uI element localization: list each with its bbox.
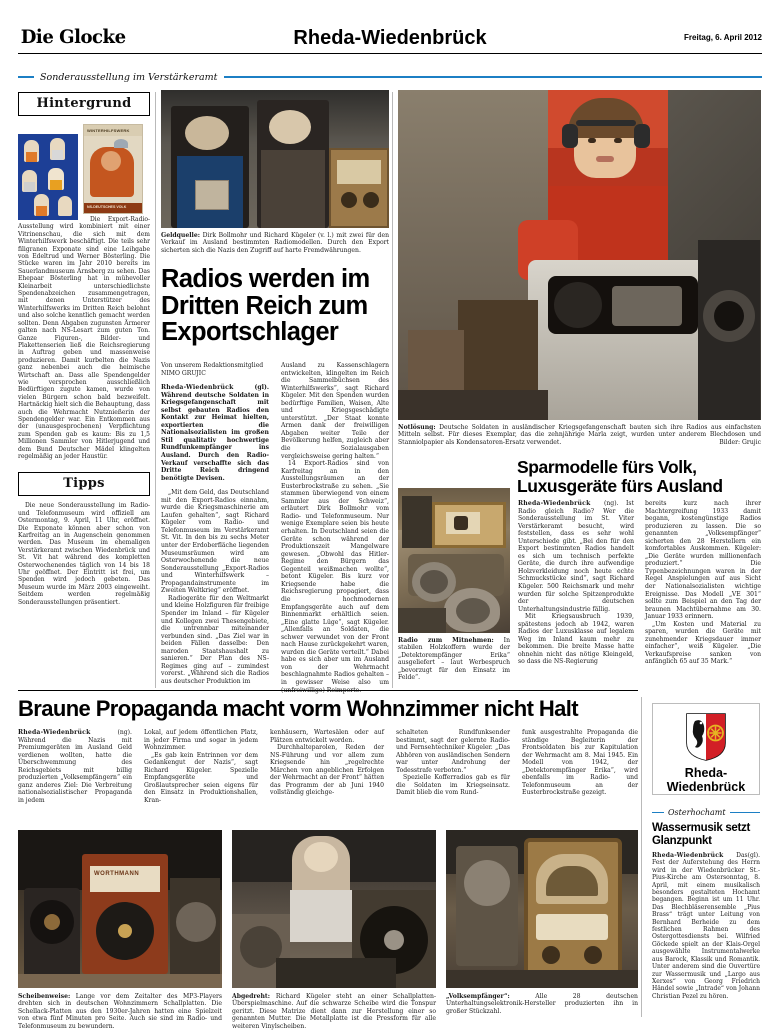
main-col1-body [161,489,269,685]
city-crest-line1: Rheda- [684,766,728,780]
main-lead-sign: (gl). [254,384,269,392]
kicker-dash [18,76,34,78]
photo-notloesung [398,90,761,420]
right-lead-place: Rheda-Wiedenbrück [518,500,591,507]
right-col2-body [645,500,761,666]
caption-radio-zum-mitnehmen [398,637,510,681]
bottom-c4-p1: schalteten Rundfunksender bestimmt, sagt der gelernte Radio- und Fernsehtechniker Kügeler. „Das Abhören von ausländischen Sendern war unter Androhung der Todesstrafe verboten.“ [396,729,510,774]
main-lead-text: Während deutsche Soldaten in Kriegsgefangenschaft mit selbst gebauten Radios den Kontakt zur Heimat hielten, exportierten die Nationalsozialisten im großen Stil qualitativ hochwertige Rundfunkempfänger ins Ausland. Durch den Radio-Verkauf verschaffte sich das Dritte Reich dringend benötigte Devisen. [161,391,269,482]
right-headline: Sparmodelle fürs Volk, Luxusgeräte fürs Ausland [517,457,723,496]
bottom-c5-p1: funk ausgestrahlte Propaganda die ständige Begleiterin der Frontsoldaten bis zur Kapitulation der Wehrmacht am 8. Mai 1945. Ein Modell von 1942, der „Detektorempfänger Erika“, wird ebenfalls im Radio- und Telefonmuseum an der Eusterbrockstraße gezeigt. [522,729,638,797]
section-rule-bottom [18,690,638,691]
oster-kicker-label: Osterhochamt [668,808,726,817]
caption-notloesung-lead: Notlösung: [398,424,436,431]
kicker-label: Sonderausstellung im Verstärkeramt [40,71,218,83]
sidebar-photo-whw-plakat: WINTERHILFSWERK NS-DEUTSCHES VOLK [83,124,143,214]
main-col-2 [281,362,389,694]
caption-scheibenweise-lead: Scheibenweise: [18,993,71,1000]
right-lead-sign: (ng). [604,500,619,507]
oster-headline: Wassermusik setzt Glanzpunkt [652,822,751,847]
right-col2-p2: „Um Kosten und Material zu sparen, wurden die Geräte mit zunehmender Kriegsdauer immer einfacher“, weiß Kügeler. „Die Verkaufspreise sanken von anfänglich 65 auf 35 Mark.“ [645,620,761,666]
right-col1-p2: Mit Kriegsausbruch 1939, spätestens jedoch ab 1942, waren Radios der Luxusklasse auf legalem Weg im Inland kaum mehr zu bekommen. Die breite Masse hatte ohnehin nicht das nötige Kleingeld, so dass die NS-Regierung [518,613,634,666]
photo-abgedreht [232,830,436,988]
right-col1-body [518,500,634,666]
bottom-headline: Braune Propaganda macht vorm Wohnzimmer nicht Halt [18,696,579,721]
photo-volksempfaenger [446,830,638,988]
oster-sign: (gl). [747,852,760,859]
bottom-c4-p2: Spezielle Kofferradios gab es für die Soldaten im Kriegseinsatz. Damit blieb die vom Rund- [396,774,510,797]
caption-abgedreht-lead: Abgedreht: [232,993,270,1000]
oster-place: Rheda-Wiedenbrück [652,852,724,859]
caption-abgedreht [232,993,436,1030]
caption-scheibenweise-text: Lange vor dem Zeitalter des MP3-Players drehten sich in deutschen Wohnzimmern Schallplatten. Die Schellack-Platten aus den 1930er-Jahren hatten eine Spielzeit von etwa fünf Minuten pro Seite. Auch sie sind im Radio- und Telefonmuseum zu bewundern. [18,993,222,1030]
caption-volksempfaenger-text: Alle 28 deutschen Unterhaltungselektronik-Hersteller produzierten ihn in großer Stückzahl. [446,993,638,1015]
bottom-c1-p1: Während die Nazis mit Premiumgeräten im Ausland Geld verdienen wollten, hatte die Überschwemmung des Reichsgebiets mit billig produzierten „Volksempfängern“ ein ganz anderes Ziel: Die Verbreitung nationalsozialistischer Propaganda in jedem [18,736,132,804]
right-col1-p1: Ist Radio gleich Radio? Wer die Sonderausstellung im St. Viter Verstärkeramt besucht, wird feststellen, dass es sehr wohl Unterschiede gibt. „Bei den für den Export bestimmten Radios handelt es sich um technisch perfekte Geräte, die durch ihre aufwendige Holzverkleidung noch heute echte Schmuckstücke sind“, sagt Richard Kügeler. 500 Reichsmark und mehr wurden für solche Spitzenprodukte der deutschen Unterhaltungsindustrie fällig. [518,500,634,613]
kicker-line [224,76,762,78]
page-title: Rheda-Wiedenbrück [293,27,487,49]
city-crest-line2: Wiedenbrück [666,780,746,794]
caption-abgedreht-text: Richard Kügeler steht an einer Schallplatten-Überspielmaschine. Auf die schwarze Scheibe wird die Tonspur geritzt. Diese Matrize dient dann zur Herstellung einer so genannten Mutter. Die Metallplatte ist die Pressform für alle weiteren Vinylscheiben. [232,993,436,1030]
right-col2-p1: bereits kurz nach ihrer Machtergreifung 1933 damit begann, kostengünstige Radios produzieren zu lassen. Die so genannten „Volksempfänger“ sicherten den 28 Herstellern ein komfortables Auskommen. Kügeler: „Die Geräte wurden millionenfach produziert.“ Die Typenbezeichnungen waren in der Regel Anspielungen auf aus Sicht der Nationalsozialisten wichtige Ereignisse. Das Modell „VE 301“ sollte zum Beispiel an den Tag der braunen Machtübernahme am 30. Januar 1933 erinnern. [645,500,761,621]
caption-geldquelle [161,232,389,254]
photo-radio-zum-mitnehmen [398,488,510,633]
caption-notloesung-text: Deutsche Soldaten in ausländischer Kriegsgefangenschaft bauten sich ihre Radios aus einfachsten Mitteln selbst. Für dieses Exemplar, das die zehnjährige Marla zeigt, wurden unter anderem Blechdosen und Stanniolpapier als Kondensatoren-Ersatz verwendet. [398,424,761,446]
bottom-col-3 [270,729,384,797]
oster-kicker-dash-right [730,812,760,814]
coat-of-arms-icon [686,713,726,761]
right-col-1 [518,500,634,666]
byline-line2: NIMO GRUJIC [161,369,206,377]
main-headline: Radios werden im Dritten Reich zum Exportschlager [161,265,370,346]
bottom-c2-p2: „Es gab kein Entrinnen vor dem Gedankengut der Nazis“, sagt Richard Kügeler. Spezielle Empfangsgeräte und Großlautsprecher seien eigens für den Einsatz in Produktionshallen, Kran- [144,751,258,804]
sidebar-hintergrund-head: Hintergrund [18,92,150,116]
photo-geldquelle [161,90,389,228]
sidebar-tipps-head: Tipps [18,472,150,496]
bottom-col-4 [396,729,510,797]
oster-kicker [652,808,760,817]
bottom-col-5 [522,729,638,797]
column-divider-2 [392,92,393,688]
main-lead-place: Rheda-Wiedenbrück [161,384,234,392]
newspaper-logo: Die Glocke [20,26,126,48]
main-col2-p1: Ausland zu Kassenschlagern entwickelten, klingelten im Reich die Sammelbüchsen des Winterhilfswerks“, sagt Richard Kügeler. Mit den Spenden wurden bedürftige Familien, Waisen, Alte und Kriegsgeschädigte unterstützt. „Der Staat konnte Armen dank der freiwilligen Abgaben weiter Teile der Bevölkerung helfen, zugleich aber die Sozialausgaben vergleichsweise gering halten.“ [281,362,389,460]
sidebar-hintergrund-text [18,122,150,460]
oster-text: Das Fest der Auferstehung des Herrn wird in der Wiedenbrücker St.-Pius-Kirche am Ostersonntag, 8. April, mit einem musikalisch besonders gestalteten Hochamt begangen. Beginn ist um 11 Uhr. Das Blechbläserensemble „Pius Brass“ trägt unter Leitung von Bernhard Berheide zu dem festlichen Rahmen des Ostergottesdiensts bei. Wilfried Göckede spielt an der Klais-Orgel ausgewählte Instrumentalwerke aus Barock, Klassik und Romantik. Unter anderem sind die Ouvertüre zur Wassermusik und „Largo aus Xerxes“ von Georg Friedrich Händel sowie „Intrade“ von Johann Christian Pezel zu hören. [652,852,760,1000]
sidebar-tipps-p1: Die neue Sonderausstellung im Radio- und Telefonmuseum wird offiziell am Ostermontag, 9. April, 11 Uhr, eröffnet. Die Exponate können aber schon von Karfreitag an in Augenschein genommen werden. Das Museum im ehemaligen Verstärkeramt zwischen Wiedenbrück und St. Vit hat während des kompletten Osterwochenendes täglich von 14 bis 18 Uhr geöffnet. Der Eintritt ist frei, um Spenden wird jedoch gebeten. Das Museum wurde im März 2003 eingeweiht. Seitdem werden regelmäßig Sonderausstellungen präsentiert. [18,502,150,606]
photo-scheibenweise: WORTHMANN [18,830,222,988]
byline-line1: Von unserem Redaktionsmitglied [161,362,264,369]
main-col1-p1: „Mit dem Geld, das Deutschland mit den Export-Radios einnahm, wurde die Kriegsmaschinerie am Laufen gehalten“, sagt Richard Kügeler vom Radio- und Telefonmuseum im Verstärkeramt St. Vit. In den bis zu sechs Meter unter der Erdoberfläche liegenden Museumsräumen wird am Osterwochenende die neue Sonderausstellung „Export-Radios und Winterhilfswerk – Propagandainstrumente im Zweiten Weltkrieg“ eröffnet. [161,489,269,595]
main-byline [161,362,269,377]
column-divider-3 [641,697,642,1017]
sidebar-column [18,92,150,606]
caption-volksempfaenger-lead: „Volksempfänger“: [446,993,510,1000]
masthead [18,26,762,62]
caption-mitnehmen-lead: Radio zum Mitnehmen: [398,637,494,644]
main-lead [161,384,269,482]
sidebar-tipps-text [18,502,150,606]
bottom-lead-sign: (ng). [117,729,132,736]
main-col-1 [161,362,269,685]
right-col-2 [645,500,761,666]
main-col2-p2: 14 Export-Radios sind von Karfreitag an in den Ausstellungsräumen an der Eusterbrockstraße zu sehen. „Sie stammen überwiegend von einem Sammler aus der Schweiz“, erläutert Dirk Bollmohr vom Radio- und Telefonmuseum. Nur wenige Exemplare seien bis heute erhalten. In Deutschland seien die Geräte schon während der Produktionszeit Mangelware gewesen. „Obwohl das Hitler-Regime den Bürgern das Gegenteil weißmachen wollte“, betont Kügeler. Bis kurz vor Kriegsende habe die Reichsregierung propagiert, dass die hochmodernen Empfangsgeräte auch auf dem Binnenmarkt erhältlich seien. „Eine glatte Lüge“, sagt Kügeler. „Allenfalls an Soldaten, die schwer verwundet von der Front nach Hause zurückgekehrt waren, wurden die Geräte verteilt.“ Dabei habe es sich aber um im Ausland von der Wehrmacht beschlagnahmte Radios gehalten – in gewisser Weise also um (unfreiwillige) Reimporte. [281,460,389,694]
sidebar-hintergrund-p1: Die Export-Radio-Ausstellung wird kombiniert mit einer Vitrinenschau, die sich mit dem Winterhilfswerk beschäftigt. Die teils sehr filigranen Exponate sind eine Leihgabe von Edeltrud und Werner Bösterling. Die Stücke waren im Jahr 2010 bereits im Sauerlandmuseum Arnsberg zu sehen. Das Ehepaar Bösterling hat in mühevoller Kleinarbeit unterschiedlichste Spendenabzeichen zusammengetragen, mit denen Unterstützer des Winterhilfswerks im Dritten Reich belohnt und also solche kenntlich gemacht werden sollten. Denn Abgaben zugunsten Ärmerer galten nach NS-Lesart zum guten Ton. Ganze Figuren-, Bilder- und Plakettenserien ließ die Reichsregierung in Auftrag geben und massenweise produzieren. Damit kurbelten die Nazis ganz nebenbei auch die heimische Wirtschaft an. Dass alle Spendengelder wie versprochen ausschließlich Bedürftigen zugute kamen, wurde von vielen Bürgern schon bald bezweifelt. Hartnäckig hielt sich die Behauptung, dass auch die Wehrmacht Nutznießerin der Spendengelder war. Ein Entkommen aus der (unausgesprochenen) Verpflichtung zum Spenden gab es kaum: Bis zu 1,5 Millionen Sammler von Hitlerjugend und dem Bund Deutscher Mädel klingelten regelmäßig an jeder Haustür. [18,216,150,460]
oster-body [652,852,760,1000]
photo-credit: Bilder: Grujic [719,438,761,446]
caption-mitnehmen-text: In stabilen Holzkoffern wurde der „Detektorempfänger Erika“ ausgeliefert – laut Werbespruch „bevorzugt für den Einsatz im Felde“. [398,637,510,682]
main-col2-body [281,362,389,694]
column-divider-1 [155,92,156,688]
section-kicker [18,70,762,84]
main-col1-p2: Radiogeräte für den Weltmarkt und kleine Holzfiguren für freibige Spender im Inland – für Kügeler und Kollegen zwei Thesengebiete, die untrennbar miteinander verbunden sind. „Das Ziel war in beiden Fällen dasselbe: Den maroden Staatshaushalt zu sanieren.“ Der Plan des NS-Regimes ging auf – zumindest vorerst. „Während sich die Radios aus deutscher Produktion im [161,594,269,685]
caption-volksempfaenger [446,993,638,1015]
issue-date: Freitag, 6. April 2012 [684,33,762,42]
bottom-c2-p1: Lokal, auf jedem öffentlichen Platz, in jeder Firma und sogar in jedem Wohnzimmer. [144,729,258,752]
city-crest-box [652,703,760,795]
caption-scheibenweise [18,993,222,1030]
caption-geldquelle-text: Dirk Bollmohr und Richard Kügeler (v. l.) mit zwei für den Verkauf im Ausland bestimmten Radiomodellen. Durch den Export sicherten sich die Nazis den Zugriff auf harte Fremdwährungen. [161,232,389,254]
city-crest-label [667,766,745,794]
bottom-lead-place: Rheda-Wiedenbrück [18,729,91,736]
bottom-col-1 [18,729,132,804]
bottom-col-2 [144,729,258,804]
bottom-c3-p1: kenhäusern, Wartesälen oder auf Plätzen entwickelt worden. [270,729,384,744]
sidebar-photo-spendenabzeichen [18,134,78,220]
caption-notloesung [398,424,761,446]
oster-kicker-dash-left [652,812,664,814]
masthead-rule [18,53,762,54]
bottom-c3-p2: Durchhalteparolen, Reden der NS-Führung und vor allem zum Kriegsende hin „regelrechte Märchen von angeblichen Erfolgen der Wehrmacht an der Front“ hätten das Programm der ab Juni 1940 vollständig gleichge- [270,744,384,797]
caption-geldquelle-lead: Geldquelle: [161,232,200,239]
